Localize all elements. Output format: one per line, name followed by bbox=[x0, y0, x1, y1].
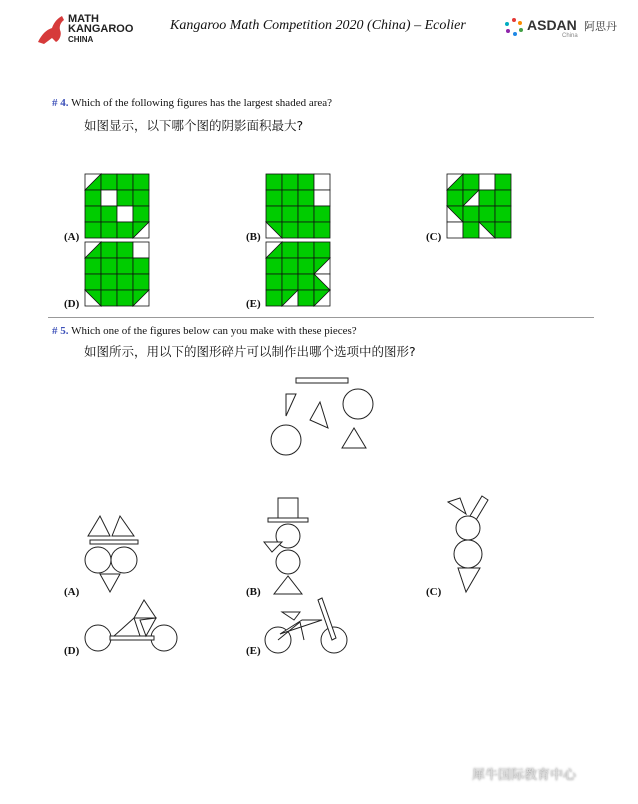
grid-cell bbox=[479, 190, 495, 206]
grid-cell bbox=[101, 242, 117, 258]
asdan-dots-icon bbox=[504, 17, 524, 37]
grid-cell bbox=[495, 174, 511, 190]
grid-cell bbox=[282, 222, 298, 238]
grid-cell bbox=[314, 174, 330, 190]
grid-cell bbox=[133, 274, 149, 290]
grid-cell bbox=[266, 190, 282, 206]
grid-cell bbox=[101, 206, 117, 222]
grid-cell bbox=[298, 190, 314, 206]
grid-cell bbox=[479, 206, 495, 222]
grid-cell bbox=[133, 206, 149, 222]
grid-cell bbox=[117, 274, 133, 290]
q5-figure-c bbox=[442, 494, 502, 594]
grid-cell bbox=[266, 258, 282, 274]
grid-cell bbox=[447, 190, 463, 206]
grid-cell bbox=[101, 222, 117, 238]
grid-cell bbox=[117, 258, 133, 274]
grid-cell bbox=[85, 274, 101, 290]
q4-heading bbox=[52, 97, 332, 109]
watermark: 犀牛国际教育中心 bbox=[472, 768, 577, 783]
q5-option-d[interactable]: (D) bbox=[64, 645, 80, 657]
grid-cell bbox=[117, 190, 133, 206]
q5-option-b[interactable]: (B) bbox=[246, 586, 261, 598]
q4-option-b[interactable]: (B) bbox=[246, 231, 261, 243]
grid-cell bbox=[85, 258, 101, 274]
grid-cell bbox=[298, 274, 314, 290]
kangaroo-icon bbox=[34, 12, 68, 46]
math-kangaroo-logo bbox=[34, 12, 144, 48]
grid-cell bbox=[282, 274, 298, 290]
q4-option-c[interactable]: (C) bbox=[426, 231, 442, 243]
grid-cell bbox=[298, 174, 314, 190]
grid-cell bbox=[266, 290, 282, 306]
grid-cell bbox=[495, 190, 511, 206]
q4-figure-d bbox=[84, 241, 150, 307]
section-divider bbox=[48, 317, 594, 318]
grid-cell bbox=[447, 222, 463, 238]
q5-figure-b bbox=[262, 496, 322, 596]
grid-cell bbox=[479, 174, 495, 190]
grid-cell bbox=[282, 190, 298, 206]
grid-cell bbox=[463, 206, 479, 222]
q5-figure-a bbox=[82, 514, 152, 594]
asdan-logo bbox=[504, 15, 624, 41]
grid-cell bbox=[133, 242, 149, 258]
q4-option-d[interactable]: (D) bbox=[64, 298, 80, 310]
grid-cell bbox=[495, 222, 511, 238]
grid-cell bbox=[101, 290, 117, 306]
grid-cell bbox=[314, 222, 330, 238]
logo-line-2: KANGAROO bbox=[68, 23, 134, 35]
grid-cell bbox=[266, 206, 282, 222]
grid-cell bbox=[298, 242, 314, 258]
grid-cell bbox=[298, 290, 314, 306]
q5-option-e[interactable]: (E) bbox=[246, 645, 261, 657]
grid-cell bbox=[133, 174, 149, 190]
grid-cell bbox=[101, 190, 117, 206]
grid-cell bbox=[495, 206, 511, 222]
grid-cell bbox=[117, 174, 133, 190]
q5-number: # 5. bbox=[52, 325, 69, 337]
grid-cell bbox=[133, 190, 149, 206]
grid-cell bbox=[314, 242, 330, 258]
q5-heading bbox=[52, 325, 357, 337]
grid-cell bbox=[133, 258, 149, 274]
grid-cell bbox=[463, 222, 479, 238]
q4-option-a[interactable]: (A) bbox=[64, 231, 80, 243]
q4-text-cn: 如图显示，以下哪个图的阴影面积最大? bbox=[84, 118, 304, 133]
logo-line-3: CHINA bbox=[68, 35, 94, 44]
grid-cell bbox=[117, 222, 133, 238]
grid-cell bbox=[282, 258, 298, 274]
q5-text: Which one of the figures below can you make with these pieces? bbox=[71, 325, 357, 337]
q4-text: Which of the following figures has the largest shaded area? bbox=[71, 97, 333, 109]
asdan-sub: China bbox=[562, 33, 578, 39]
grid-cell bbox=[314, 190, 330, 206]
grid-cell bbox=[117, 242, 133, 258]
q5-figure-d bbox=[84, 598, 184, 658]
asdan-name: ASDAN bbox=[527, 17, 577, 33]
grid-cell bbox=[85, 206, 101, 222]
q5-text-cn: 如图所示，用以下的图形碎片可以制作出哪个选项中的图形? bbox=[84, 344, 416, 359]
q5-figure-e bbox=[264, 598, 354, 658]
grid-cell bbox=[463, 174, 479, 190]
q4-figure-e bbox=[265, 241, 331, 307]
logo-line-1: MATH bbox=[68, 13, 99, 25]
grid-cell bbox=[101, 174, 117, 190]
asdan-cn: 阿思丹 bbox=[584, 20, 617, 33]
q5-option-c[interactable]: (C) bbox=[426, 586, 442, 598]
grid-cell bbox=[298, 258, 314, 274]
page-title: Kangaroo Math Competition 2020 (China) – Ecolier bbox=[170, 18, 466, 33]
grid-cell bbox=[282, 242, 298, 258]
grid-cell bbox=[117, 290, 133, 306]
q5-option-a[interactable]: (A) bbox=[64, 586, 80, 598]
grid-cell bbox=[282, 206, 298, 222]
grid-cell bbox=[101, 258, 117, 274]
grid-cell bbox=[101, 274, 117, 290]
q4-number: # 4. bbox=[52, 97, 69, 109]
grid-cell bbox=[298, 222, 314, 238]
grid-cell bbox=[117, 206, 133, 222]
q5-pieces bbox=[266, 376, 386, 466]
grid-cell bbox=[85, 222, 101, 238]
grid-cell bbox=[85, 190, 101, 206]
grid-cell bbox=[298, 206, 314, 222]
q4-figure-c bbox=[446, 173, 512, 239]
grid-cell bbox=[314, 206, 330, 222]
q4-figure-a bbox=[84, 173, 150, 239]
grid-cell bbox=[282, 174, 298, 190]
q4-option-e[interactable]: (E) bbox=[246, 298, 261, 310]
q4-figure-b bbox=[265, 173, 331, 239]
grid-cell bbox=[266, 274, 282, 290]
grid-cell bbox=[266, 174, 282, 190]
